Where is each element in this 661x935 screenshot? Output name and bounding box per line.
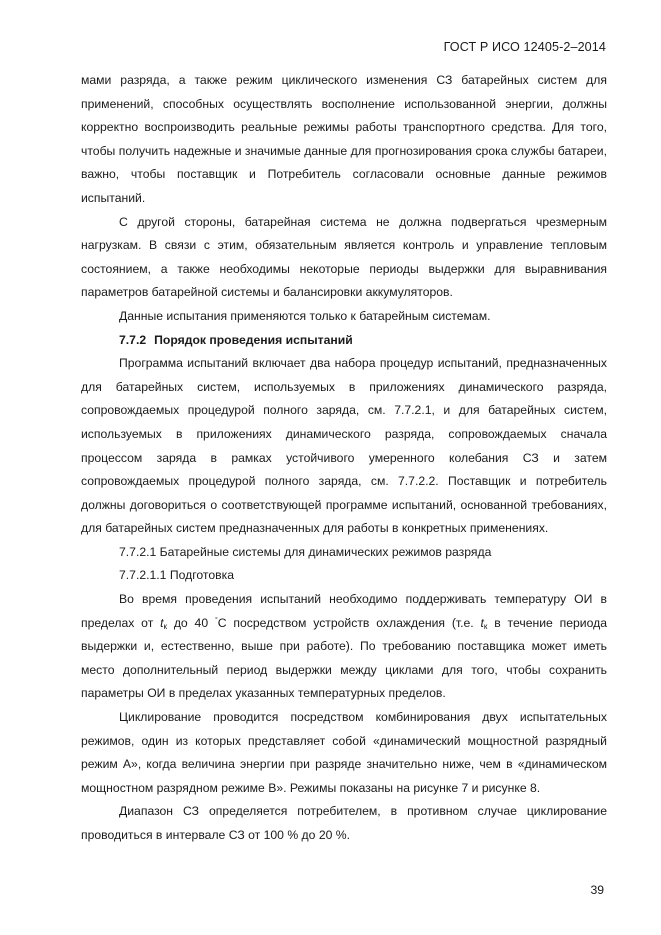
paragraph: С другой стороны, батарейная система не должна подвергаться чрезмерным нагрузкам. В связи с этим, обязательным является контроль и управление тепловым состоянием, а также необходимы некоторые периоды выдержки для выравнивания параметров батарейной системы и балансировки аккумуляторов. (81, 214, 607, 300)
paragraph: Данные испытания применяются только к батарейным системам. (119, 308, 491, 323)
text-run: С посредством устройств охлаждения (т.е. (217, 615, 481, 630)
subsection-number: 7.7.2.1.1 (119, 568, 167, 583)
page-number: 39 (590, 883, 604, 897)
text-run: до 40 (167, 615, 215, 630)
degree-symbol: ° (214, 616, 218, 624)
subsection-title: Батарейные системы для динамических режимов разряда (159, 544, 492, 559)
section-number: 7.7.2 (119, 332, 147, 347)
temperature-symbol: t (480, 615, 484, 630)
temperature-subscript: к (483, 621, 488, 631)
text-run: Во время проведения испытаний необходимо поддерживать температуру ОИ в пределах от (81, 592, 607, 630)
standard-label: ГОСТ Р ИСО (443, 40, 520, 54)
paragraph: Диапазон СЗ определяется потребителем, в противном случае циклирование проводиться в интервале СЗ от 100 % до 20 %. (81, 804, 607, 842)
subsection-number: 7.7.2.1 (119, 544, 157, 559)
text-run: в течение периода выдержки и, естественно, выше при работе). По требованию поставщика может иметь место дополнительный период выдержки между циклами для того, чтобы сохранить параметры ОИ в пределах указанных температурных пределов. (81, 615, 607, 701)
page-header (444, 40, 606, 54)
paragraph: мами разряда, а также режим циклического изменения СЗ батарейных систем для применений, способных осуществлять восполнение использованной энергии, должны корректно воспроизводить реальные режимы работы транспортного средства. Для того, чтобы получить надежные и значимые данные для прогнозирования срока службы батареи, важно, чтобы поставщик и Потребитель согласовали основные данные режимов испытаний. (81, 73, 607, 205)
paragraph (81, 588, 607, 706)
section-title: Порядок проведения испытаний (154, 332, 353, 347)
document-body (81, 69, 607, 848)
subsection-heading (81, 541, 607, 565)
paragraph: Программа испытаний включает два набора процедур испытаний, предназначенных для батарейных систем, используемых в приложениях динамического разряда, сопровождаемых процедурой полного заряда, см. 7.7.2.1, и для батарейных систем, используемых в приложениях динамического разряда, сопровождаемых сначала процессом заряда в рамках устойчивого умеренного колебания СЗ и затем сопровождаемых процедурой полного заряда, см. 7.7.2.2. Поставщик и потребитель должны договориться о соответствующей программе испытаний, основанной требованиях, для батарейных систем предназначенных для работы в конкретных применениях. (81, 356, 607, 536)
section-heading (81, 329, 607, 353)
standard-number: 12405-2–2014 (523, 40, 606, 54)
temperature-subscript: к (163, 621, 167, 631)
temperature-symbol: t (160, 615, 164, 630)
paragraph: Циклирование проводится посредством комбинирования двух испытательных режимов, один из которых представляет собой «динамический мощностной разрядный режим А», когда величина энергии при разряде значительно ниже, чем в «динамическом мощностном разрядном режиме В». Режимы показаны на рисунке 7 и рисунке 8. (81, 710, 607, 795)
subsection-title: Подготовка (169, 568, 234, 583)
subsection-heading (81, 564, 607, 588)
